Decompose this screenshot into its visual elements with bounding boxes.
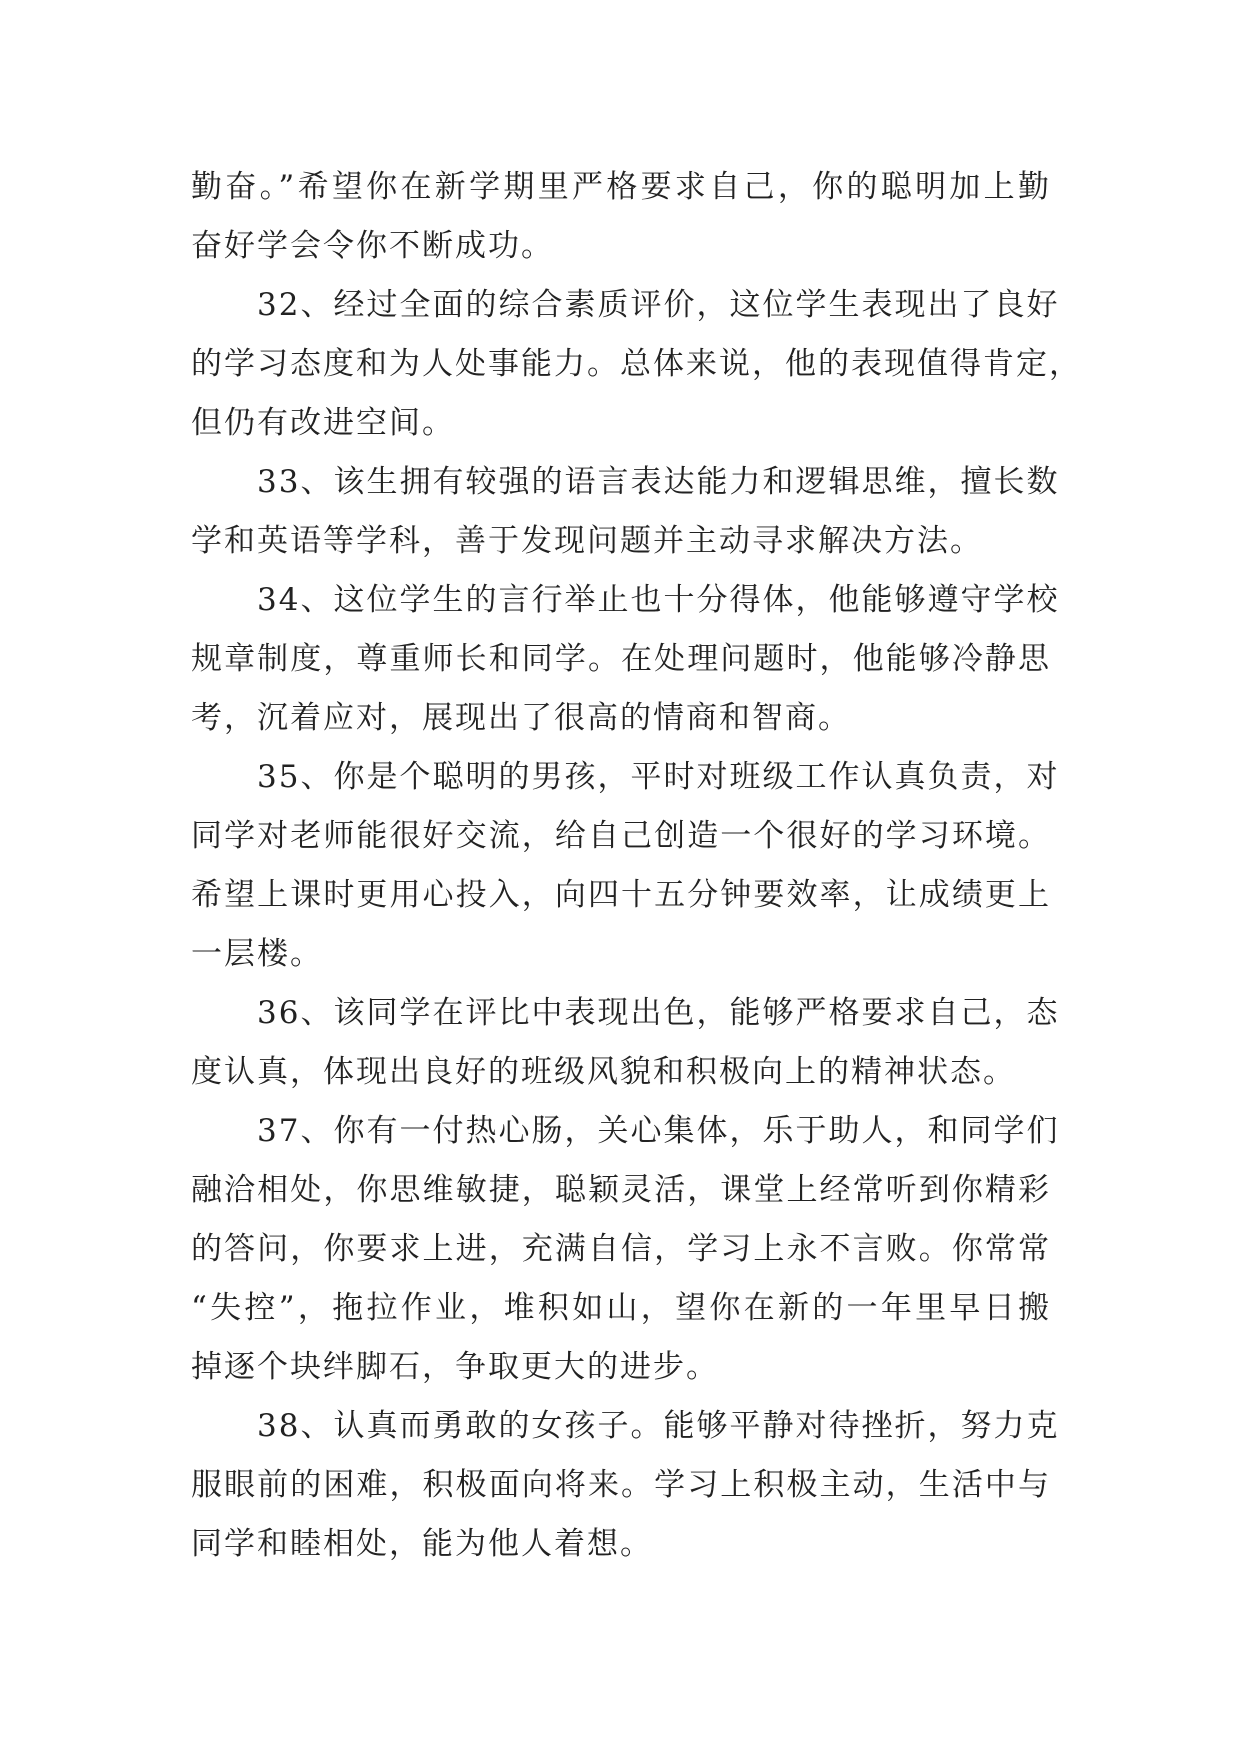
text-line: 规章制度，尊重师长和同学。在处理问题时，他能够冷静思 bbox=[191, 641, 1051, 677]
paragraph bbox=[191, 1102, 1060, 1397]
text-line: 考，沉着应对，展现出了很高的情商和智商。 bbox=[191, 700, 851, 736]
text-line: 34、这位学生的言行举止也十分得体，他能够遵守学校 bbox=[191, 582, 1060, 618]
text-line: 的学习态度和为人处事能力。总体来说，他的表现值得肯定， bbox=[191, 346, 1082, 382]
text-line: 奋好学会令你不断成功。 bbox=[191, 228, 554, 264]
paragraph bbox=[191, 571, 1060, 748]
text-line: 但仍有改进空间。 bbox=[191, 405, 455, 441]
text-line: 33、该生拥有较强的语言表达能力和逻辑思维，擅长数 bbox=[191, 464, 1060, 500]
text-line: 的答问，你要求上进，充满自信，学习上永不言败。你常常 bbox=[191, 1231, 1051, 1267]
paragraph bbox=[191, 276, 1082, 453]
document-body bbox=[191, 158, 1082, 1574]
text-line: 37、你有一付热心肠，关心集体，乐于助人，和同学们 bbox=[191, 1113, 1060, 1149]
paragraph bbox=[191, 748, 1060, 984]
text-line: 38、认真而勇敢的女孩子。能够平静对待挫折，努力克 bbox=[191, 1408, 1060, 1444]
text-line: 同学对老师能很好交流，给自己创造一个很好的学习环境。 bbox=[191, 818, 1051, 854]
paragraph bbox=[191, 453, 1060, 571]
text-line: 学和英语等学科，善于发现问题并主动寻求解决方法。 bbox=[191, 523, 983, 559]
text-line: 掉逐个块绊脚石，争取更大的进步。 bbox=[191, 1349, 719, 1385]
text-line: 一层楼。 bbox=[191, 936, 323, 972]
paragraph bbox=[191, 158, 1051, 276]
paragraph bbox=[191, 984, 1060, 1102]
text-line: 勤奋。”希望你在新学期里严格要求自己，你的聪明加上勤 bbox=[191, 169, 1051, 205]
text-line: 35、你是个聪明的男孩，平时对班级工作认真负责，对 bbox=[191, 759, 1060, 795]
text-line: 度认真，体现出良好的班级风貌和积极向上的精神状态。 bbox=[191, 1054, 1016, 1090]
text-line: 同学和睦相处，能为他人着想。 bbox=[191, 1526, 653, 1562]
text-line: 36、该同学在评比中表现出色，能够严格要求自己，态 bbox=[191, 995, 1060, 1031]
text-line: 希望上课时更用心投入，向四十五分钟要效率，让成绩更上 bbox=[191, 877, 1051, 913]
text-line: 32、经过全面的综合素质评价，这位学生表现出了良好 bbox=[191, 287, 1060, 323]
paragraph bbox=[191, 1397, 1060, 1574]
text-line: 融洽相处，你思维敏捷，聪颖灵活，课堂上经常听到你精彩 bbox=[191, 1172, 1051, 1208]
text-line: 服眼前的困难，积极面向将来。学习上积极主动，生活中与 bbox=[191, 1467, 1051, 1503]
text-line: “失控”，拖拉作业，堆积如山，望你在新的一年里早日搬 bbox=[191, 1290, 1051, 1326]
